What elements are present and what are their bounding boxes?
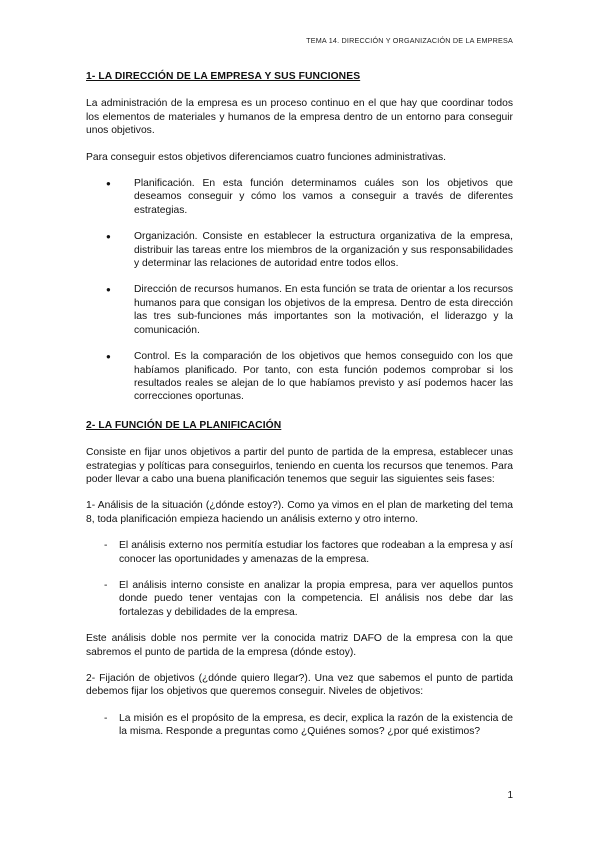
- phase-1-summary: Este análisis doble nos permite ver la conocida matriz DAFO de la empresa con la que sabremos el punto de partida de la empresa (dónde estoy).: [86, 633, 513, 658]
- function-item-control: [86, 350, 513, 404]
- section-1-intro: La administración de la empresa es un proceso continuo en el que hay que coordinar todos los elementos de materiales y humanos de la empresa dentro de un entorno para conseguir unos objetivos.: [86, 98, 513, 137]
- bullet-icon: ●: [106, 179, 111, 189]
- list-item-text: La misión es el propósito de la empresa, es decir, explica la razón de la existencia de la misma. Responde a preguntas como ¿Quiénes somos? ¿por qué existimos?: [119, 712, 513, 738]
- running-header: TEMA 14. DIRECCIÓN Y ORGANIZACIÓN DE LA EMPRESA: [306, 36, 513, 45]
- section-2-title: 2- LA FUNCIÓN DE LA PLANIFICACIÓN: [86, 419, 282, 431]
- list-item-analisis-interno: [86, 579, 513, 619]
- list-item-mision: [86, 712, 513, 739]
- section-2-intro: Consiste en fijar unos objetivos a partir del punto de partida de la empresa, establecer unas estrategias y políticas para conseguirlos, teniendo en cuenta los recursos que tenemos. Para poder llevar a cabo una buena planificación tenemos que seguir las siguientes seis fases:: [86, 447, 513, 485]
- page-number: 1: [507, 790, 513, 801]
- function-text: Organización. Consiste en establecer la estructura organizativa de la empresa, distribuir las tareas entre los miembros de la organización y sus responsabilidades y determinar las relaciones de autoridad entre todos ellos.: [134, 231, 513, 270]
- dash-icon: -: [104, 712, 108, 724]
- list-item-analisis-externo: [86, 539, 513, 566]
- function-text: Dirección de recursos humanos. En esta función se trata de orientar a los recursos humanos para que consigan los objetivos de la empresa. Dentro de esta dirección las tres sub-funciones más importantes son la motivación, el liderazgo y la comunicación.: [134, 284, 513, 336]
- function-item-direccion: [86, 283, 513, 337]
- function-item-organizacion: [86, 230, 513, 270]
- bullet-icon: ●: [106, 285, 111, 295]
- dash-icon: -: [104, 540, 108, 552]
- phase-2-list: [86, 712, 513, 739]
- list-item-text: El análisis externo nos permitía estudiar los factores que rodeaban a la empresa y así conocer las oportunidades y amenazas de la empresa.: [119, 540, 513, 565]
- dash-icon: -: [104, 579, 108, 591]
- function-item-planificacion: [86, 177, 513, 217]
- bullet-icon: ●: [106, 232, 111, 242]
- phase-1-list: [86, 539, 513, 619]
- list-item-text: El análisis interno consiste en analizar la propia empresa, para ver aquellos puntos donde puedo tener ventajas con la competencia. El análisis nos debe dar las fortalezas y debilidades de la empresa.: [119, 579, 513, 618]
- bullet-icon: ●: [106, 352, 111, 362]
- document-body: [86, 70, 513, 752]
- phase-1-text: 1- Análisis de la situación (¿dónde estoy?). Como ya vimos en el plan de marketing del tema 8, toda planificación empieza haciendo un análisis externo y otro interno.: [86, 500, 513, 525]
- section-1-lead: Para conseguir estos objetivos diferenciamos cuatro funciones administrativas.: [86, 151, 446, 163]
- section-1-title: 1- LA DIRECCIÓN DE LA EMPRESA Y SUS FUNCIONES: [86, 71, 361, 82]
- function-text: Control. Es la comparación de los objetivos que hemos conseguido con los que habíamos planificado. Por tanto, con esta función podemos comprobar si los resultados reales se alejan de lo que habíamos previsto y así podemos hacer las correcciones oportunas.: [134, 351, 513, 403]
- function-text: Planificación. En esta función determinamos cuáles son los objetivos que deseamos conseguir y cómo los vamos a conseguir a través de diferentes estrategias.: [134, 178, 513, 216]
- functions-list: [86, 177, 513, 404]
- phase-2-text: 2- Fijación de objetivos (¿dónde quiero llegar?). Una vez que sabemos el punto de partida debemos fijar los objetivos que queremos conseguir. Niveles de objetivos:: [86, 673, 513, 698]
